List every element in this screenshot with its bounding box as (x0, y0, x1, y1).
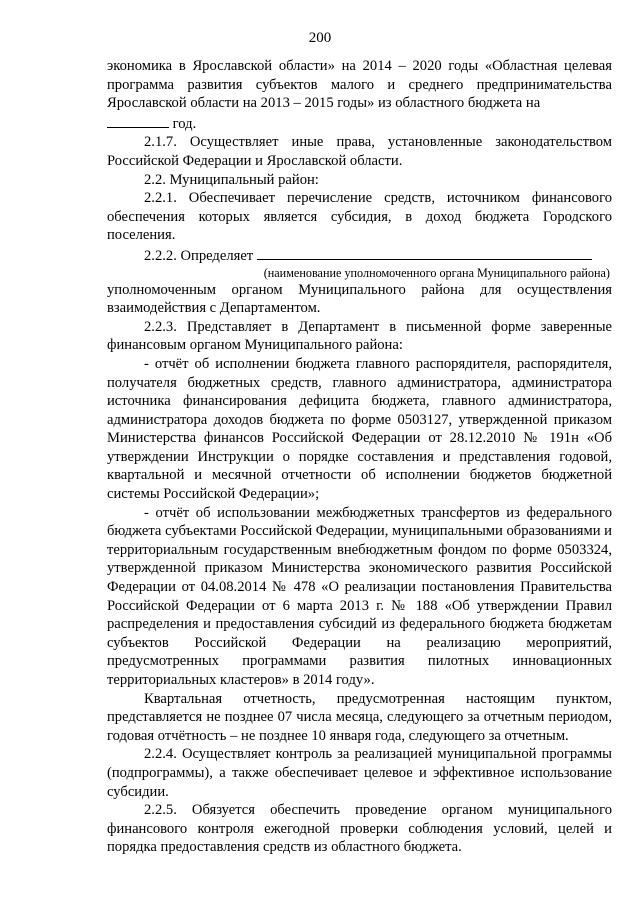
clause-2-2-2-text: 2.2.2. Определяет (144, 247, 257, 264)
paragraph-text: экономика в Ярославской области» на 2014 – 2020 годы «Областная целевая программа развития субъектов малого и среднего предпринимательства Ярославской области на 2013 – 2015 годы» из областного бюджета на (107, 58, 612, 112)
clause-2-2: 2.2. Муниципальный район: (144, 171, 319, 188)
paragraph-tail: год. (169, 115, 197, 132)
clause-2-2-4: 2.2.4. Осуществляет контроль за реализацией муниципальной программы (подпрограммы), а также обеспечивает целевое и эффективное использование субсидии. (107, 746, 612, 800)
clause-2-2-2 (107, 245, 612, 266)
clause-2-2-5: 2.2.5. Обязуется обеспечить проведение органом муниципального финансового контроля ежегодной проверки соблюдения условий, целей и порядка предоставления средств из областного бюджета. (107, 802, 612, 856)
paragraph-continuation (107, 57, 612, 133)
document-body (107, 57, 612, 857)
report-item-0503324: - отчёт об использовании межбюджетных трансфертов из федерального бюджета субъектами Российской Федерации, муниципальными образованиями и территориальным государственным внебюджетным фондом по форме 0503324, утвержденной приказом Министерства экономического развития Российской Федерации от 04.08.2014 № 478 «О реализации постановления Правительства Российской Федерации от 6 марта 2013 г. № 188 «Об утверждении Правил распределения и предоставления субсидий из федерального бюджета бюджетам субъектов Российской Федерации на реализацию мероприятий, предусмотренных программами развития пилотных инновационных территориальных кластеров» в 2014 году». (107, 504, 612, 688)
blank-line (107, 113, 169, 128)
clause-2-2-3: 2.2.3. Представляет в Департамент в письменной форме заверенные финансовым органом Муниципального района: (107, 318, 612, 354)
blank-caption: (наименование уполномоченного органа Муниципального района) (263, 265, 610, 280)
report-item-0503127: - отчёт об исполнении бюджета главного распорядителя, распорядителя, получателя бюджетных средств, главного администратора, администратора источника финансирования дефицита бюджета, главного администратора, администратора доходов бюджета по форме 0503127, утвержденной приказом Министерства финансов Российской Федерации от 28.12.2010 № 191н «Об утверждении Инструкции о порядке составления и представления годовой, квартальной и месячной отчетности об исполнении бюджетов бюджетной системы Российской Федерации»; (107, 355, 612, 503)
clause-2-2-2-continuation: уполномоченным органом Муниципального района для осуществления взаимодействия с Департаментом. (107, 281, 612, 317)
clause-2-1-7: 2.1.7. Осуществляет иные права, установленные законодательством Российской Федерации и Ярославской области. (107, 134, 612, 169)
blank-line (257, 245, 592, 260)
reporting-deadlines: Квартальная отчетность, предусмотренная настоящим пунктом, представляется не позднее 07 числа месяца, следующего за отчетным периодом, годовая отчётность – не позднее 10 января года, следующего за отчетным. (107, 690, 612, 744)
page-number: 200 (308, 30, 332, 46)
clause-2-2-1: 2.2.1. Обеспечивает перечисление средств, источником финансового обеспечения которых является субсидия, в доход бюджета Городского поселения. (107, 190, 612, 244)
